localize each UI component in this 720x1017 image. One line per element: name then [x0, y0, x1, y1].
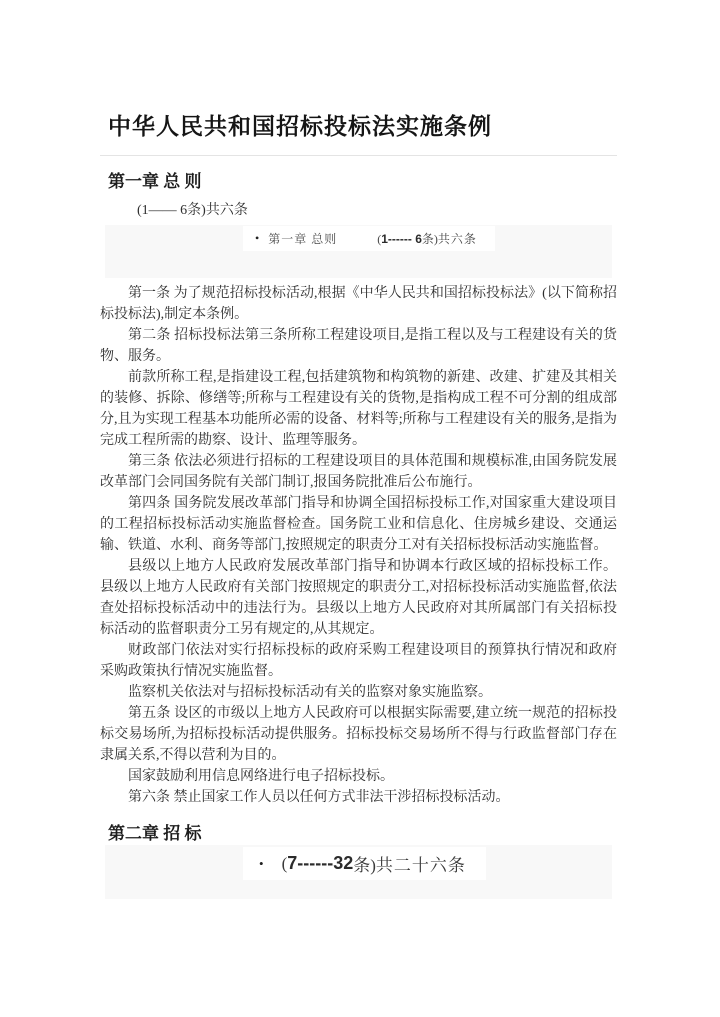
article-paragraph: 第一条 为了规范招标投标活动,根据《中华人民共和国招标投标法》(以下简称招标投标法),制定本条例。	[100, 286, 617, 322]
chapter-1-toc-count: 共六条	[437, 232, 477, 246]
article-paragraph: 第二条 招标投标法第三条所称工程建设项目,是指工程以及与工程建设有关的货物、服务。	[100, 328, 617, 364]
chapter-1-toc-strip	[105, 225, 612, 278]
article-paragraph: 第四条 国务院发展改革部门指导和协调全国招标投标工作,对国家重大建设项目的工程招标投标活动实施监督检查。国务院工业和信息化、住房城乡建设、交通运输、铁道、水利、商务等部门,按照规定的职责分工对有关招标投标活动实施监督。	[100, 496, 617, 553]
chapter-1-toc-numbers: 1------ 6	[381, 232, 422, 246]
chapter-1-heading: 第一章 总 则	[108, 172, 202, 191]
chapter-2-toc-count: 共二十六条	[375, 856, 466, 875]
chapter-2-section	[100, 823, 617, 899]
chapter-2-toc-item	[243, 847, 486, 880]
article-paragraph: 前款所称工程,是指建设工程,包括建筑物和构筑物的新建、改建、扩建及其相关的装修、拆除、修缮等;所称与工程建设有关的货物,是指构成工程不可分割的组成部分,且为实现工程基本功能所必需的设备、材料等;所称与工程建设有关的服务,是指为完成工程所需的勘察、设计、监理等服务。	[100, 370, 617, 448]
toc-paren-open: (	[377, 232, 382, 246]
article-paragraph: 县级以上地方人民政府发展改革部门指导和协调本行政区域的招标投标工作。县级以上地方人民政府有关部门按照规定的职责分工,对招标投标活动实施监督,依法查处招标投标活动中的违法行为。县级以上地方人民政府对其所属部门有关招标投标活动的监督职责分工另有规定的,从其规定。	[100, 559, 617, 637]
article-paragraph: 财政部门依法对实行招标投标的政府采购工程建设项目的预算执行情况和政府采购政策执行情况实施监督。	[100, 643, 617, 679]
article-paragraph: 第三条 依法必须进行招标的工程建设项目的具体范围和规模标准,由国务院发展改革部门会同国务院有关部门制订,报国务院批准后公布施行。	[100, 454, 617, 490]
title-divider	[100, 155, 617, 156]
chapter-1-toc-range	[377, 230, 477, 247]
chapter-1-range-line: (1—— 6条)共六条	[137, 203, 248, 218]
chapter-1-section	[100, 171, 617, 808]
bullet-icon: •	[259, 855, 264, 871]
chapter-1-toc-item	[243, 226, 495, 251]
article-paragraph: 第五条 设区的市级以上地方人民政府可以根据实际需要,建立统一规范的招标投标交易场所,为招标投标活动提供服务。招标投标交易场所不得与行政监督部门存在隶属关系,不得以营利为目的。	[100, 706, 617, 763]
toc-paren-close: 条)	[421, 232, 438, 246]
bullet-icon: •	[255, 231, 260, 245]
toc-paren-close: 条)	[353, 856, 376, 875]
article-paragraph: 第六条 禁止国家工作人员以任何方式非法干涉招标投标活动。	[128, 790, 510, 805]
document-title: 中华人民共和国招标投标法实施条例	[108, 114, 492, 139]
chapter-2-toc-numbers: 7------32	[287, 853, 354, 873]
chapter-2-toc-strip	[105, 845, 612, 899]
article-paragraph: 国家鼓励利用信息网络进行电子招标投标。	[128, 769, 394, 784]
chapter-1-toc-label: 第一章 总则	[268, 232, 338, 246]
toc-paren-open: (	[281, 853, 288, 873]
chapter-1-body	[100, 283, 617, 808]
article-paragraph: 监察机关依法对与招标投标活动有关的监察对象实施监察。	[128, 685, 492, 700]
chapter-2-heading: 第二章 招 标	[108, 824, 202, 843]
